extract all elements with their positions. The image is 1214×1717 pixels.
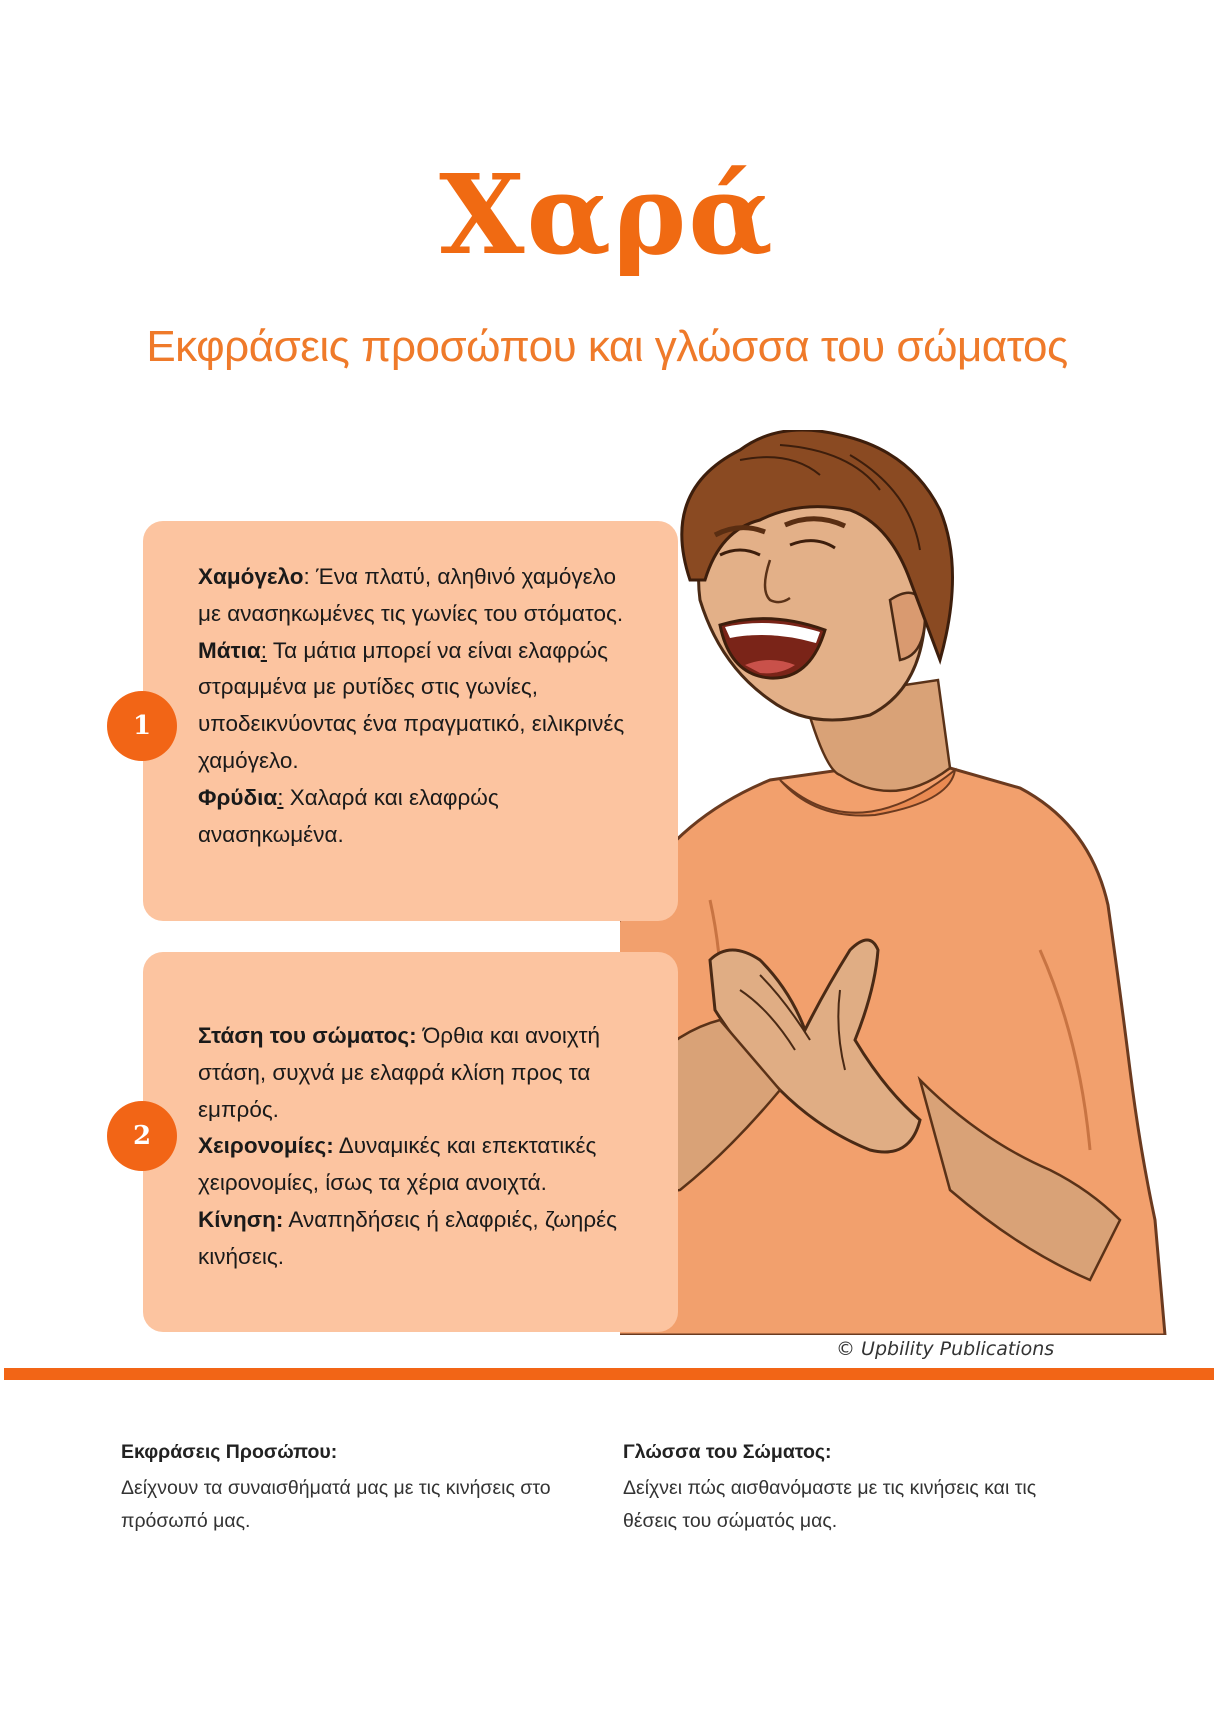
definition-2-title: Γλώσσα του Σώματος: (623, 1441, 832, 1463)
card-2-label-posture: Στάση του σώματος: (198, 1023, 417, 1048)
definition-body-language (623, 1437, 1093, 1538)
card-2-text-posture: Όρθια και ανοιχτή στάση, συχνά με ελαφρά κλίση προς τα εμπρός. (198, 1023, 601, 1122)
info-card-1 (143, 521, 678, 921)
card-2-text-gestures: Δυναμικές και επεκτατικές χειρονομίες, ίσως τα χέρια ανοιχτά. (198, 1133, 597, 1196)
divider-rule (4, 1368, 1214, 1380)
definition-facial-expressions (121, 1437, 591, 1538)
page-title: Χαρά (439, 150, 775, 279)
card-2-text (198, 1018, 638, 1276)
card-1-text-eyes: Τα μάτια μπορεί να είναι ελαφρώς στραμμένα με ρυτίδες στις γωνίες, υποδεικνύοντας ένα πραγματικό, ειλικρινές χαμόγελο. (198, 637, 625, 773)
card-1-text (198, 559, 638, 853)
step-number-1: 1 (107, 691, 177, 761)
page-subtitle: Εκφράσεις προσώπου και γλώσσα του σώματος (146, 322, 1068, 371)
card-2-label-gestures: Χειρονομίες: (198, 1133, 334, 1159)
definition-1-text: Δείχνουν τα συναισθήματά μας με τις κινήσεις στο πρόσωπό μας. (121, 1477, 551, 1532)
card-2-label-movement: Κίνηση: (198, 1206, 284, 1232)
step-number-2: 2 (107, 1101, 177, 1171)
card-2-text-movement: Αναπηδήσεις ή ελαφριές, ζωηρές κινήσεις. (198, 1206, 617, 1269)
card-1-text-brows: Χαλαρά και ελαφρώς ανασηκωμένα. (198, 784, 499, 847)
card-1-sep-eyes: : (260, 637, 267, 663)
laughing-man-illustration (620, 430, 1180, 1335)
card-1-text-smile: Ένα πλατύ, αληθινό χαμόγελο με ανασηκωμένες τις γωνίες του στόματος. (198, 564, 624, 626)
definition-1-title: Εκφράσεις Προσώπου: (121, 1441, 338, 1463)
definition-2-text: Δείχνει πώς αισθανόμαστε με τις κινήσεις και τις θέσεις του σώματός μας. (623, 1477, 1037, 1532)
info-card-2 (143, 952, 678, 1332)
card-1-label-brows: Φρύδια (198, 784, 278, 810)
card-1-sep-smile: : (303, 564, 310, 589)
copyright-notice: © Upbility Publications (836, 1338, 1055, 1360)
card-1-label-smile: Χαμόγελο (198, 564, 304, 589)
card-1-label-eyes: Μάτια (198, 637, 261, 663)
card-1-sep-brows: : (277, 784, 284, 810)
